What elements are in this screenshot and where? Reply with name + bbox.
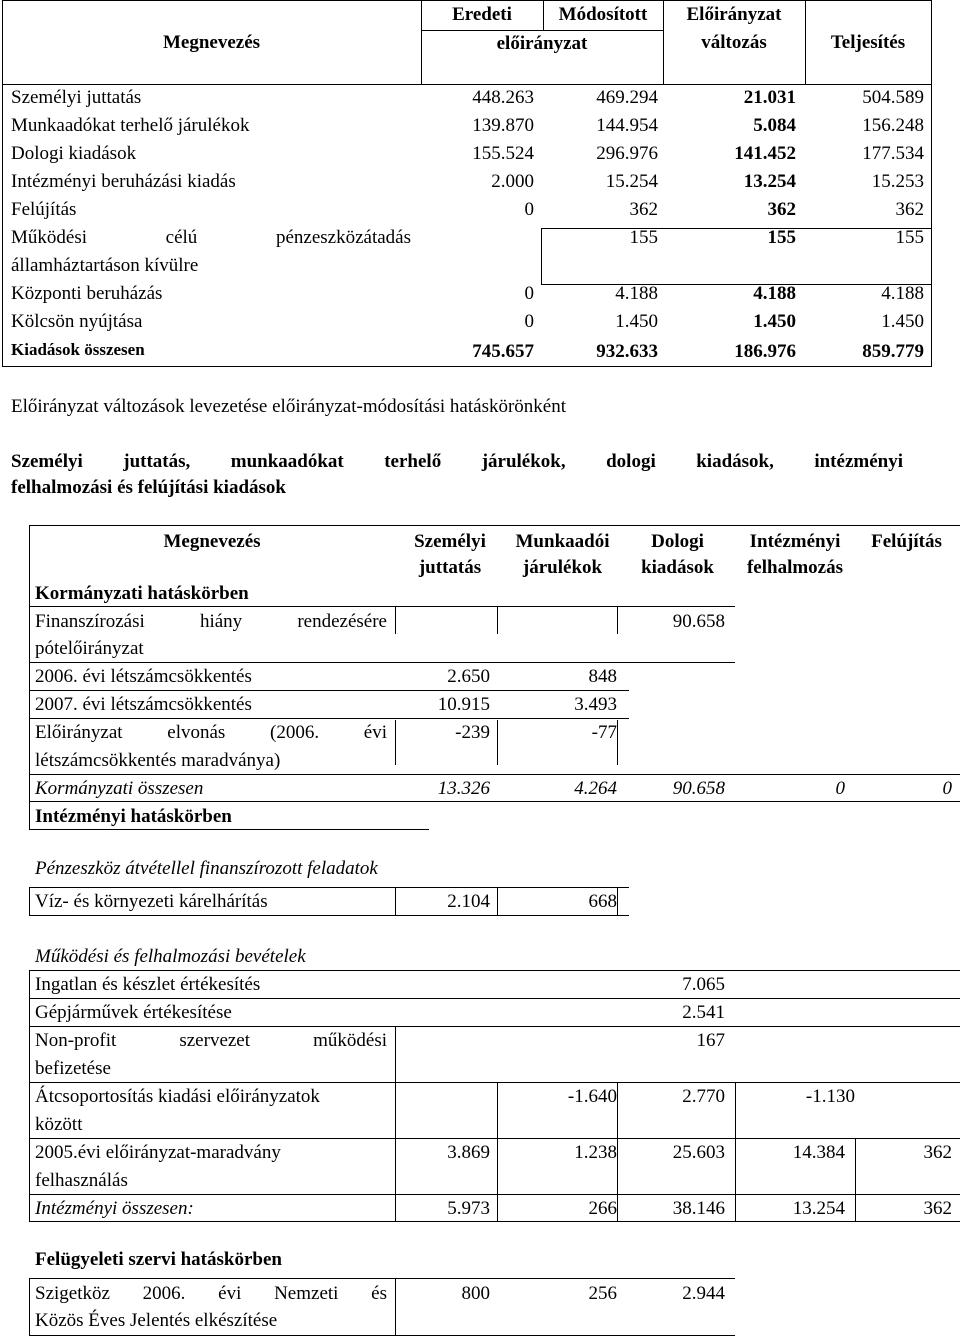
row-name: 2007. évi létszámcsökkentés bbox=[35, 694, 252, 715]
row-name: Szigetköz 2006. évi Nemzeti és bbox=[35, 1283, 387, 1304]
row-name: Intézményi beruházási kiadás bbox=[11, 171, 236, 192]
col-header-employer-2: járulékok bbox=[522, 557, 603, 578]
cell-personnel: 10.915 bbox=[437, 694, 490, 715]
cell-performance: 504.589 bbox=[862, 87, 924, 108]
row-name-cont: létszámcsökkentés maradványa) bbox=[35, 750, 281, 771]
cell-performance: 156.248 bbox=[862, 115, 924, 136]
row-name: 2005.évi előirányzat-maradvány bbox=[35, 1142, 281, 1163]
row-name: Munkaadókat terhelő járulékok bbox=[11, 115, 250, 136]
cell-material: 2.541 bbox=[682, 1002, 725, 1023]
cell-performance: 1.450 bbox=[881, 311, 924, 332]
cell-material: 2.944 bbox=[682, 1283, 725, 1304]
col-header-renovation: Felújítás bbox=[871, 531, 942, 552]
cell-original: 0 bbox=[524, 311, 534, 332]
col-header-performance: Teljesítés bbox=[830, 32, 906, 53]
cell-original: 0 bbox=[524, 283, 534, 304]
row-name: Átcsoportosítás kiadási előirányzatok bbox=[35, 1086, 320, 1107]
cell-original: 155.524 bbox=[472, 143, 534, 164]
gov-total-label: Kormányzati összesen bbox=[35, 778, 204, 799]
col-header-name: Megnevezés bbox=[162, 32, 261, 53]
inst-total-renovation: 362 bbox=[923, 1198, 952, 1219]
total-change: 186.976 bbox=[734, 341, 796, 362]
total-performance: 859.779 bbox=[862, 341, 924, 362]
cell-investment: -1.130 bbox=[805, 1086, 855, 1107]
revenue-subsection-title: Működési és felhalmozási bevételek bbox=[35, 946, 306, 967]
gov-total-investment: 0 bbox=[835, 778, 845, 799]
col-header-investment-1: Intézményi bbox=[749, 531, 841, 552]
section-heading: Személyi juttatás, munkaadókat terhelő járulékok, dologi kiadások, intézményi bbox=[11, 451, 903, 472]
cell-employer: -77 bbox=[591, 722, 617, 743]
cell-change: 4.188 bbox=[753, 283, 796, 304]
cell-personnel: 2.650 bbox=[447, 666, 490, 687]
cell-performance: 362 bbox=[895, 199, 924, 220]
col-header-investment-2: felhalmozás bbox=[746, 557, 844, 578]
row-name: 2006. évi létszámcsökkentés bbox=[35, 666, 252, 687]
cell-change: 5.084 bbox=[753, 115, 796, 136]
section-heading-cont: felhalmozási és felújítási kiadások bbox=[11, 477, 286, 498]
cell-modified: 4.188 bbox=[615, 283, 658, 304]
gov-total-employer: 4.264 bbox=[574, 778, 617, 799]
cell-employer: 668 bbox=[588, 891, 617, 912]
cell-employer: 256 bbox=[588, 1283, 617, 1304]
row-name: Non-profit szervezet működési bbox=[35, 1030, 387, 1051]
cell-employer: 1.238 bbox=[574, 1142, 617, 1163]
row-name: Ingatlan és készlet értékesítés bbox=[35, 974, 261, 995]
cell-employer: -1.640 bbox=[567, 1086, 617, 1107]
col-header-change-1: Előirányzat bbox=[686, 4, 782, 25]
cell-personnel: 2.104 bbox=[447, 891, 490, 912]
subtitle: Előirányzat változások levezetése előirányzat-módosítási hatáskörönként bbox=[11, 396, 567, 417]
row-name: Személyi juttatás bbox=[11, 87, 142, 108]
cell-performance: 4.188 bbox=[881, 283, 924, 304]
row-name: Központi beruházás bbox=[11, 283, 163, 304]
cell-change: 141.452 bbox=[734, 143, 796, 164]
cell-performance: 15.253 bbox=[871, 171, 924, 192]
cell-performance: 177.534 bbox=[862, 143, 924, 164]
cell-modified: 469.294 bbox=[596, 87, 658, 108]
col-header-original-2: előirányzat bbox=[496, 33, 588, 54]
transfer-subsection-title: Pénzeszköz átvétellel finanszírozott feladatok bbox=[35, 858, 378, 879]
row-name-cont: befizetése bbox=[35, 1058, 111, 1079]
cell-original: 448.263 bbox=[472, 87, 534, 108]
gov-total-personnel: 13.326 bbox=[437, 778, 490, 799]
cell-employer: 848 bbox=[588, 666, 617, 687]
col-header-personnel-1: Személyi bbox=[414, 531, 486, 552]
row-name: Dologi kiadások bbox=[11, 143, 137, 164]
row-name-cont: felhasználás bbox=[35, 1170, 128, 1191]
inst-total-label: Intézményi összesen: bbox=[35, 1198, 194, 1219]
cell-renovation: 362 bbox=[923, 1142, 952, 1163]
col-header-material-2: kiadások bbox=[641, 557, 714, 578]
cell-change: 1.450 bbox=[753, 311, 796, 332]
inst-total-material: 38.146 bbox=[672, 1198, 725, 1219]
cell-original: 2.000 bbox=[491, 171, 534, 192]
cell-modified: 155 bbox=[629, 227, 658, 248]
row-name-cont: között bbox=[35, 1114, 83, 1135]
row-name-cont: államháztartáson kívülre bbox=[11, 255, 199, 276]
col-header-change-2: változás bbox=[701, 32, 767, 53]
cell-change: 155 bbox=[767, 227, 796, 248]
row-name: Előirányzat elvonás (2006. évi bbox=[35, 722, 387, 743]
cell-material: 7.065 bbox=[682, 974, 725, 995]
cell-personnel: -239 bbox=[455, 722, 490, 743]
cell-original: 0 bbox=[524, 199, 534, 220]
cell-material: 90.658 bbox=[672, 611, 725, 632]
col-header-material-1: Dologi bbox=[651, 531, 704, 552]
cell-personnel: 3.869 bbox=[447, 1142, 490, 1163]
row-name: Finanszírozási hiány rendezésére bbox=[35, 611, 387, 632]
inst-section-title: Intézményi hatáskörben bbox=[35, 806, 232, 827]
cell-modified: 15.254 bbox=[605, 171, 658, 192]
cell-material: 167 bbox=[696, 1030, 725, 1051]
cell-investment: 14.384 bbox=[792, 1142, 845, 1163]
gov-total-renovation: 0 bbox=[942, 778, 952, 799]
row-name: Gépjárművek értékesítése bbox=[35, 1002, 232, 1023]
row-name: Felújítás bbox=[11, 199, 77, 220]
cell-performance: 155 bbox=[895, 227, 924, 248]
row-name-cont: Közös Éves Jelentés elkészítése bbox=[35, 1310, 278, 1331]
cell-personnel: 800 bbox=[461, 1283, 490, 1304]
cell-modified: 144.954 bbox=[596, 115, 658, 136]
cell-modified: 296.976 bbox=[596, 143, 658, 164]
col-header-modified: Módosított bbox=[558, 4, 648, 25]
cell-modified: 362 bbox=[629, 199, 658, 220]
cell-material: 2.770 bbox=[682, 1086, 725, 1107]
cell-employer: 3.493 bbox=[574, 694, 617, 715]
cell-modified: 1.450 bbox=[615, 311, 658, 332]
inst-total-personnel: 5.973 bbox=[447, 1198, 490, 1219]
row-name: Kölcsön nyújtása bbox=[11, 311, 143, 332]
cell-change: 21.031 bbox=[743, 87, 796, 108]
col-header-original-1: Eredeti bbox=[452, 4, 512, 25]
row-name: Víz- és környezeti kárelhárítás bbox=[35, 891, 268, 912]
total-original: 745.657 bbox=[472, 341, 534, 362]
col-header-name: Megnevezés bbox=[163, 531, 261, 552]
row-name-cont: pótelőirányzat bbox=[35, 638, 144, 659]
col-header-employer-1: Munkaadói bbox=[515, 531, 610, 552]
cell-original: 139.870 bbox=[472, 115, 534, 136]
cell-change: 13.254 bbox=[743, 171, 796, 192]
cell-material: 25.603 bbox=[672, 1142, 725, 1163]
inst-total-investment: 13.254 bbox=[792, 1198, 845, 1219]
col-header-personnel-2: juttatás bbox=[418, 557, 482, 578]
inst-total-employer: 266 bbox=[588, 1198, 617, 1219]
row-name: Működési célú pénzeszközátadás bbox=[11, 227, 411, 248]
gov-total-material: 90.658 bbox=[672, 778, 725, 799]
sup-section-title: Felügyeleti szervi hatáskörben bbox=[35, 1249, 282, 1270]
total-modified: 932.633 bbox=[596, 341, 658, 362]
total-label: Kiadások összesen bbox=[11, 340, 145, 359]
cell-change: 362 bbox=[767, 199, 796, 220]
gov-section-title: Kormányzati hatáskörben bbox=[35, 583, 249, 604]
